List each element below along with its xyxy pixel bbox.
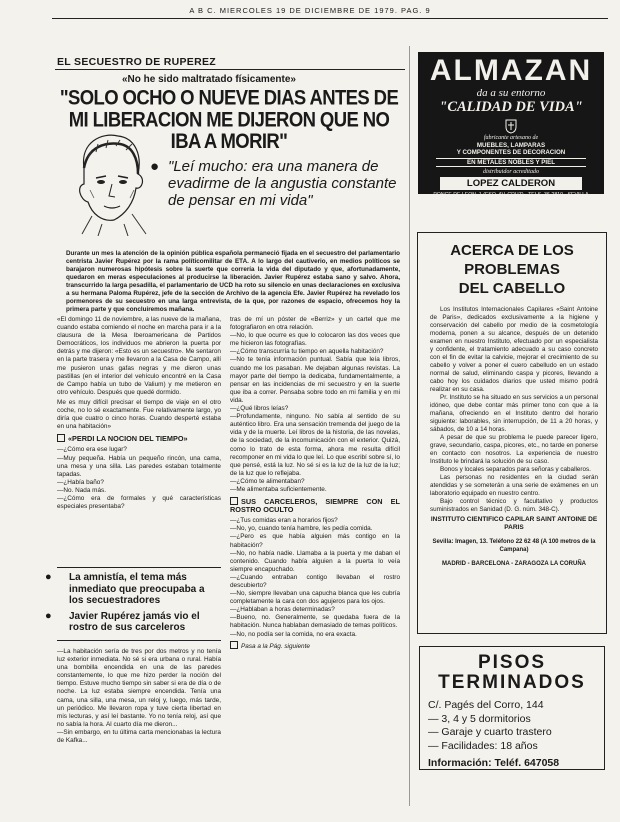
- highlight-rule-bottom: [57, 640, 221, 641]
- dealer-name: LOPEZ CALDERON: [440, 177, 582, 190]
- ad-body: [430, 306, 598, 568]
- feature-item: — Garaje y cuarto trastero: [428, 726, 552, 738]
- top-rule: [52, 18, 608, 19]
- crest-icon: [504, 118, 518, 134]
- portrait-sketch: [62, 128, 154, 236]
- article-column-1-continued: [57, 648, 221, 745]
- ad-paragraph: A pesar de que su problema le puede parecer ligero, grave, secundario, caspa, picores, etc., no tarde en ponerse en contacto con nosotros. La experiencia de nuestro Instituto le brindará la solución de su caso.: [430, 434, 598, 465]
- subsection-heading: «PERDI LA NOCION DEL TIEMPO»: [57, 434, 221, 443]
- square-bullet-icon: [230, 497, 238, 505]
- subheadline: «No he sido maltratado físicamente»: [122, 74, 296, 85]
- ad-paragraph: Las personas no residentes en la ciudad serán atendidas y se someterán a una serie de exámenes en un laboratorio equipado en nuestro centro.: [430, 474, 598, 497]
- paragraph: Me es muy difícil precisar el tiempo de viaje en el otro coche, no lo sé exactamente. Fue relativamente largo, yo diría que cuatro o cinco horas. Cuando desperté estaba en una habitación»: [57, 398, 221, 431]
- dealer-address: PONCE DE LEON, 1 (ESQ. AV. CRUZ) · TELS. 36-2810 · SEVILLA: [433, 192, 589, 199]
- institute-address: Sevilla: Imagen, 13. Teléfono 22 62 48 (A 100 metros de la Campana): [432, 539, 596, 553]
- ad-line: MUEBLES, LAMPARAS: [476, 142, 546, 149]
- institute-name: INSTITUTO CIENTIFICO CAPILAR SAINT ANTOINE DE PARIS: [430, 516, 598, 531]
- ad-line: distribuidor acreditado: [483, 169, 539, 176]
- bullet-icon: ●: [150, 158, 160, 175]
- apartments-advertisement: [419, 646, 605, 770]
- ad-phone: Información: Teléf. 647058: [428, 757, 560, 769]
- interview-qa: —¿Tus comidas eran a horarios fijos? —No, yo, cuando tenía hambre, les pedía comida. —¿Pero es que había alguien más contigo en la habitación? —No, no había nadie. Llamaba a la puerta y me daban el contenido. Cuando había alguien a la puerta lo veía siempre encapuchado. —¿Cuando entraban contigo llevaban el rostro descubierto? —No, siempre llevaban una capucha blanca que les cubría completamente la cara con dos agujeros para los ojos. —¿Hablaban a horas determinadas? —Bueno, no. Generalmente, se quedaba fuera de la habitación. Nunca hablaban demasiado de temas políticos. —No, no podía ser la comida, no era exacta.: [230, 517, 400, 638]
- ad-paragraph: Pr. Instituto se ha situado en sus servicios a un personal idóneo, que debe contar más primer tono con que a la mañana, ofreciendo en el Instituto dentro del horario siguiente: laborables, sin interrupción, de 11 a 20 horas, y sábados, de 10 a 14 horas.: [430, 394, 598, 433]
- ad-brand: ALMAZAN: [429, 54, 593, 87]
- article-column-2: [230, 316, 400, 651]
- continuation-note[interactable]: Pasa a la Pág. siguiente: [230, 641, 400, 651]
- feature-item: — Facilidades: 18 años: [428, 739, 538, 752]
- square-bullet-icon: [57, 434, 65, 442]
- subsection-heading: SUS CARCELEROS, SIEMPRE CON EL ROSTRO OCULTO: [230, 497, 400, 515]
- paragraph: tras de mí un póster de «Berriz» y un cartel que me fotografiaron en otra relación.: [230, 316, 400, 332]
- ad-paragraph: Bonos y locales separados para señoras y caballeros.: [440, 466, 591, 473]
- headline: "SOLO OCHO O NUEVE DIAS ANTES DE MI LIBERACION ME DIJERON QUE NO IBA A MORIR": [59, 84, 399, 153]
- column-divider: [409, 46, 410, 806]
- square-bullet-icon: [230, 641, 238, 649]
- article-column-1: [57, 316, 221, 511]
- highlight-rule-top: [57, 567, 221, 568]
- ad-line: fabricante artesano de: [483, 135, 539, 141]
- institute-cities: MADRID - BARCELONA - ZARAGOZA LA CORUÑA: [442, 561, 586, 567]
- running-head: A B C. MIERCOLES 19 DE DICIEMBRE DE 1979. PAG. 9: [189, 6, 431, 15]
- feature-item: — 3, 4 y 5 dormitorios: [428, 712, 531, 725]
- bullet-icon: —: [428, 726, 442, 738]
- interview-qa: —La habitación sería de tres por dos metros y no tenía luz exterior inmediata. No sé si era urbana o rural. Había una bombilla encendida en una de las paredes constantemente, lo que me hizo perder la noción del tiempo. Estuve mucho tiempo sin saber si era de día o de noche. La luz estaba siempre encendida. Tenía una cama, una silla, una mesa, un reloj y, luego, más tarde, un periódico. Me llevaron ropa y tuve cierta libertad en mis lecturas, y así leí bastante. Yo no tenía reloj, así que no sabía la hora. Al cuarto día me dieron... —Sin embargo, en tu última carta mencionabas la lectura de Kafka...: [57, 648, 221, 745]
- ad-paragraph: Bajo control técnico y facultativo y productos suministrados en Sanidad (D. G. núm. 348-C).: [430, 498, 598, 513]
- paragraph: «El domingo 11 de noviembre, a las nueve de la mañana, cuando estaba comiendo el noche en marcha para ir a la clausura de la Mesa Iberoamericana de Partidos Democráticos, los individuos me abrieron la puerta por detrás y me dijeron: «Esto es un secuestro». Me sentaron en la parte trasera y me llevaron a la Casa de Campo, allí me pusieron unas gafas negras y me dieron unas pastillas (en el interior del vehículo encontré en la Casa de Campo había un tubo de Valium) y me metieron en otro vehículo. Después que quedé dormido.: [57, 316, 221, 396]
- ad-title: ACERCA DE LOS PROBLEMAS DEL CABELLO: [450, 242, 574, 297]
- intro-paragraph: Durante un mes la atención de la opinión pública española permaneció fijada en el secuestro del parlamentario centrista Javier Rupérez por la rama políticomilitar de ETA. A lo largo del cautiverio, en medios políticos se barajaron numerosas hipótesis sobre la suerte que correría la vida del diputado y que, afortunadamente, quedaron en meras especulaciones al producirse la liberación. Javier Rupérez estaba sano y salvo. Ahora, transcurrido la larga pesadilla, el parlamentario de UCD ha roto su silencio en unas declaraciones en exclusiva a su hermana Paloma Rupérez, jefe de la sección de Archivo de la agencia Efe. Javier Rupérez ha revelado los pormenores de su secuestro en una larga entrevista, de la que, por razones de espacio, ofrecemos hoy la primera parte y que concluiremos mañana.: [66, 250, 400, 313]
- almazan-advertisement: [418, 52, 604, 199]
- interview-qa: —¿Cómo era ese lugar? —Muy pequeña. Había un pequeño rincón, una cama, una mesa y una silla. Las paredes estaban totalmente tapadas. —¿Había baño? —No. Nada más. —¿Cómo era de formales y qué características especiales presentaba?: [57, 446, 221, 511]
- interview-qa: —No, lo que ocurre es que lo colocaron las dos veces que me hicieron las fotografías. —¿Cómo transcurría tu tiempo en aquella habitación? —No te tenía información puntual. Sabía que leía libros, cuando me los pasaban. Me dejaban algunas revistas. La mayor parte del tiempo la dedicaba, fundamentalmente, a pensar en las incidencias de mi secuestro y en la suerte que iba a correr. Pensaba sobre todo en mi familia y en mi vida. —¿Qué libros leías? —Profundamente, ninguno. No sabía al sentido de su auténtico libro. Era una sensación tremenda del juego de la vida y de la muerte. Leí libros de la historia, de las novelas, de la sociedad, de la incomunicación con el exterior. Quizá, como lo trato de esta forma, ahora me resulta difícil recomponer en mi vida lo que leí. Lo que escribí sobre sí, lo que pensé, está la luz. No sé si es la luz de la luz de la luz; de la luz que lo reflejaba. —¿Cómo te alimentaban? —Me alimentaba suficientemente.: [230, 332, 400, 493]
- ad-line: Y COMPONENTES DE DECORACION: [456, 149, 566, 157]
- hair-clinic-advertisement: [417, 232, 607, 634]
- ad-paragraph: Los Institutos Internacionales Capilares «Saint Antoine de Paris», dedicados exclusivamente a la higiene y conservación del cabello por medio de la cosmetología moderna, ponen a su alcance, después de un detenido examen en nuestro Instituto, efectuado por un especialista y confidente, el tratamiento adecuado a su caso concreto con el fin de evitar la calvicie, mejorar el crecimiento de su cabello y volver a poner el cuero cabelludo en un estado normal de salud, eliminando caspa y picores, llevando a cabo hoy los cuidados diarios que usted mismo podrá realizar en su casa.: [430, 306, 598, 393]
- ad-line: da a su entorno: [476, 87, 546, 99]
- highlights-box: ● La amnistía, el tema más inmediato que preocupaba a los secuestradores ● Javier Rupérez jamás vio el rostro de sus carceleros: [45, 571, 205, 633]
- pull-quote: ● "Leí mucho: era una manera de evadirme de la angustia constante de pensar en mi vida": [150, 158, 397, 209]
- bullet-icon: —: [428, 712, 442, 725]
- bullet-icon: ●: [45, 571, 52, 583]
- section-rule: [55, 69, 405, 70]
- ad-line: EN METALES NOBLES Y PIEL: [436, 158, 586, 167]
- section-label: EL SECUESTRO DE RUPEREZ: [57, 56, 216, 68]
- ad-slogan: "CALIDAD DE VIDA": [439, 99, 583, 115]
- bullet-icon: ●: [45, 609, 52, 622]
- bullet-icon: —: [428, 739, 442, 752]
- ad-title: PISOS TERMINADOS: [438, 652, 586, 693]
- ad-address: C/. Pagés del Corro, 144: [428, 699, 544, 711]
